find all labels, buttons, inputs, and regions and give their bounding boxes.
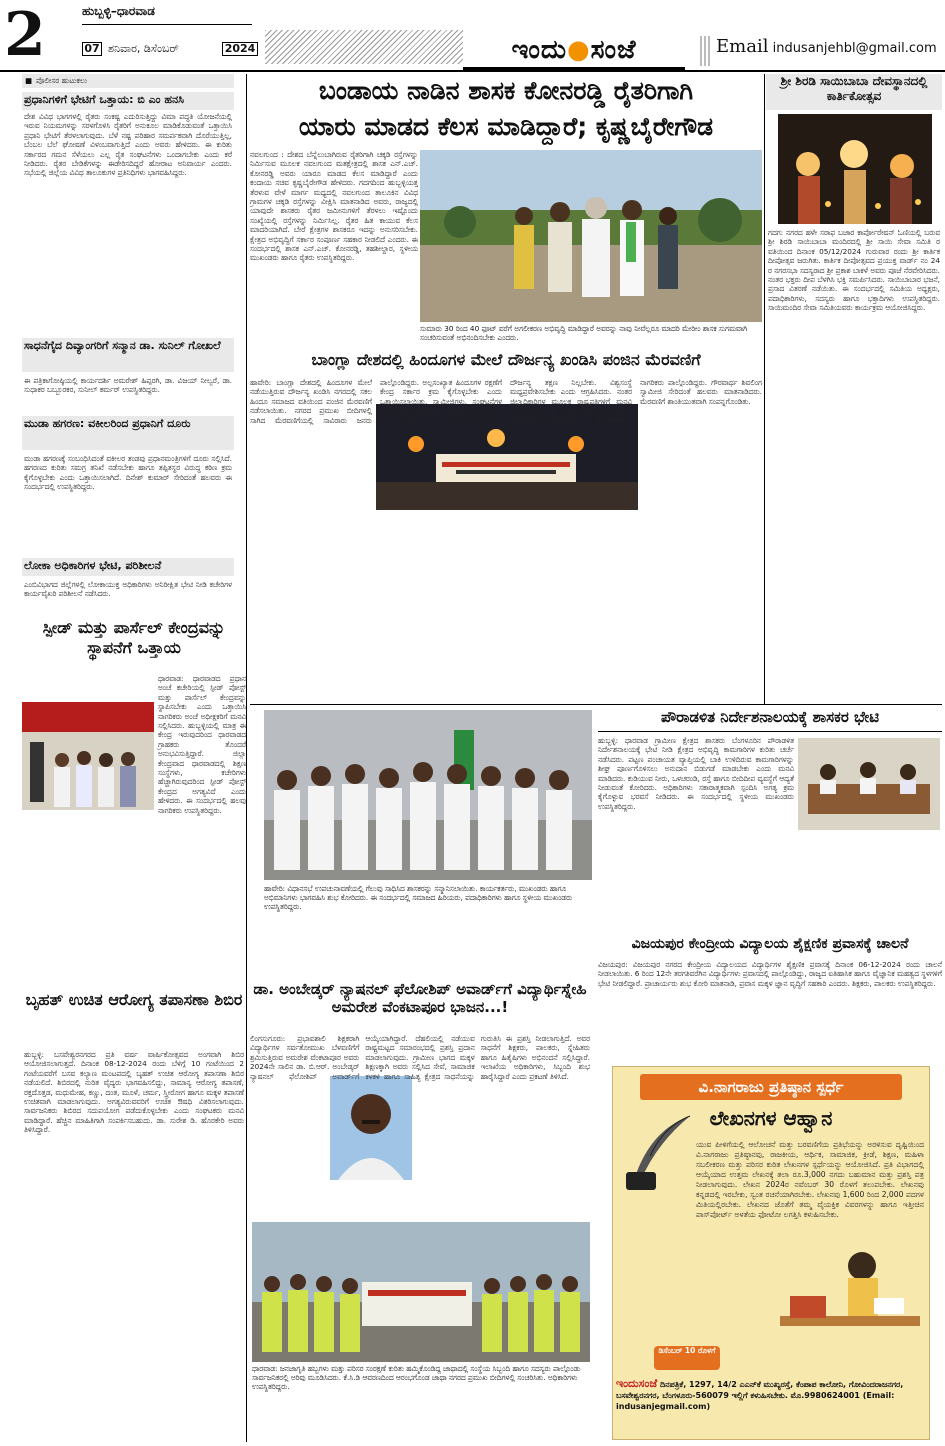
newspaper-logo (463, 30, 685, 70)
walkathon-photo (252, 1222, 590, 1362)
left-tag: ಪೊಲೀಸರ ಹುಟುಕಲು (36, 76, 88, 85)
email-address[interactable]: indusanjehbl@gmail.com (772, 41, 937, 56)
ad-body: ಯುವ ಪೀಳಿಗೆಯಲ್ಲಿ ಆಲೋಚನೆ ಮತ್ತು ಬರವಣಿಗೆಯ ಪ್ರತಿಭೆಯನ್ನು ಅರಳಿಸುವ ದೃಷ್ಟಿಯಿಂದ ವಿ.ನಾಗರಾಜು ಪ್ರತಿಷ್ಠಾನವು, ರಾಜಕೀಯ, ಆರ್ಥಿಕ, ಸಾಮಾಜಿಕ, ಕ್ರೀಡೆ, ಶಿಕ್ಷಣ, ಮಹಿಳಾ ಸಬಲೀಕರಣ ಮತ್ತು ಪರಿಸರ ಕುರಿತ ಲೇಖನಗಳ ಸ್ಪರ್ಧೆಯನ್ನು ಆಯೋಜಿಸಿದೆ. ಪ್ರತಿ ವಿಭಾಗದಲ್ಲಿ ಆಯ್ಕೆಯಾದ ಉತ್ತಮ ಲೇಖನಕ್ಕೆ ತಲಾ ರೂ.3,000 ನಗದು ಬಹುಮಾನ ಮತ್ತು ಪ್ರಶಸ್ತಿ ಪತ್ರ ನೀಡಲಾಗುವುದು. ಲೇಖನ 2024ರ ನವೆಂಬರ್ 30 ರೊಳಗೆ ತಲುಪಬೇಕು. ಲೇಖನವು ಕನ್ನಡದಲ್ಲಿ ಇರಬೇಕು, ಸ್ವಂತ ರಚನೆಯಾಗಿರಬೇಕು. ಲೇಖನವು 1,600 ರಿಂದ 2,000 ಪದಗಳ ಮಿತಿಯಲ್ಲಿರಬೇಕು. ಲೇಖನದ ಜೊತೆಗೆ ತಮ್ಮ ವೈಯಕ್ತಿಕ ವಿವರಗಳನ್ನು ಹಾಗೂ ಇತ್ತೀಚಿನ ಪಾಸ್‌ಪೋರ್ಟ್ ಅಳತೆಯ ಫೋಟೋ ಲಗತ್ತಿಸಿ ಕಳುಹಿಸಬೇಕು. (696, 1140, 924, 1219)
felicitation-caption: ಹಾವೇರಿ: ವಿಧಾನಸಭೆ ಉಪಚುನಾವಣೆಯಲ್ಲಿ ಗೆಲುವು ಸಾಧಿಸಿದ ಶಾಸಕರನ್ನು ಸನ್ಮಾನಿಸಲಾಯಿತು. ಕಾರ್ಯಕರ್ತರು, ಮುಖಂಡರು ಹಾಗೂ ಅಭಿಮಾನಿಗಳು ಭಾಗವಹಿಸಿ ಶುಭ ಕೋರಿದರು. ಈ ಸಂದರ್ಭದಲ್ಲಿ ಸಮಾಜದ ಹಿರಿಯರು, ಪದಾಧಿಕಾರಿಗಳು ಹಾಗೂ ಸ್ಥಳೀಯ ಮುಖಂಡರು ಉಪಸ್ಥಿತರಿದ್ದರು. (264, 884, 573, 912)
story-farmers-pm: ದೇಶ ವಿವಿಧ ಭಾಗಗಳಲ್ಲಿ ರೈತರು ಸಂಕಷ್ಟ ಎದುರಿಸುತ್ತಿದ್ದು ವಿಮಾ ಪದ್ಧತಿ ಯೋಜನೆಯಲ್ಲಿ ಇರುವ ನಿಯಮಗಳನ್ನು ಸರಳಗೊಳಿಸಿ ರೈತರಿಗೆ ಅನುಕೂಲ ಮಾಡಿಕೊಡುವಂತೆ ಒತ್ತಾಯಿಸಿ ಪ್ರಧಾನಿ ಭೇಟಿಗೆ ತೆರಳಲಾಗುವುದು. ಬೆಳೆ ನಷ್ಟ ಪರಿಹಾರ ಸಮರ್ಪಕವಾಗಿ ದೊರೆಯುತ್ತಿಲ್ಲ, ಬೆಂಬಲ ಬೆಲೆ ಘೋಷಣೆ ವಿಳಂಬವಾಗುತ್ತಿದೆ ಎಂದು ಅವರು ಹೇಳಿದರು. ಈ ಕುರಿತು ಸರ್ಕಾರದ ಗಮನ ಸೆಳೆಯಲು ಎಲ್ಲ ರೈತ ಸಂಘಟನೆಗಳು ಒಂದಾಗಬೇಕು ಎಂದು ಕರೆ ನೀಡಿದರು. ರೈತರ ಬೇಡಿಕೆಗಳನ್ನು ಈಡೇರಿಸದಿದ್ದರೆ ಹೋರಾಟ ಅನಿವಾರ್ಯ ಎಂದರು. ಸಭೆಯಲ್ಲಿ ಜಿಲ್ಲೆಯ ವಿವಿಧ ತಾಲೂಕುಗಳ ಪ್ರತಿನಿಧಿಗಳು ಭಾಗವಹಿಸಿದ್ದರು. (24, 112, 232, 178)
ad-deadline-badge: ಡಿಸೆಂಬರ್ 10 ರೊಳಗೆ (654, 1346, 720, 1370)
edition-city: ಹುಬ್ಬಳ್ಳಿ–ಧಾರವಾಡ (82, 4, 155, 18)
story-health-camp: ಹುಬ್ಬಳ್ಳಿ: ಬಸವೇಶ್ವರನಗರದ ಪ್ರತಿ ವರ್ಷ ವಾರ್ಷಿಕೋತ್ಸವದ ಅಂಗವಾಗಿ ಶಿಬಿರ ಆಯೋಜಿಸಲಾಗುತ್ತದೆ. ದಿನಾಂಕ 08-12-2024 ರಂದು ಬೆಳಿಗ್ಗೆ 10 ಗಂಟೆಯಿಂದ 2 ಗಂಟೆಯವರೆಗೆ ಬಸವ ಕಲ್ಯಾಣ ಮಂಟಪದಲ್ಲಿ ಬೃಹತ್ ಉಚಿತ ಆರೋಗ್ಯ ತಪಾಸಣಾ ಶಿಬಿರ ನಡೆಯಲಿದೆ. ಶಿಬಿರದಲ್ಲಿ ನುರಿತ ವೈದ್ಯರು ಭಾಗವಹಿಸಲಿದ್ದು, ಸಾಮಾನ್ಯ ಆರೋಗ್ಯ ತಪಾಸಣೆ, ರಕ್ತದೊತ್ತಡ, ಮಧುಮೇಹ, ಕಣ್ಣು, ದಂತ, ಮೂಳೆ, ಚರ್ಮ, ಸ್ತ್ರೀರೋಗ ಹಾಗೂ ಮಕ್ಕಳ ತಪಾಸಣೆ ಉಚಿತವಾಗಿ ಮಾಡಲಾಗುವುದು. ಅಗತ್ಯವಿರುವವರಿಗೆ ಉಚಿತ ಔಷಧಿ ವಿತರಿಸಲಾಗುವುದು. ಸಾರ್ವಜನಿಕರು ಶಿಬಿರದ ಸದುಪಯೋಗ ಪಡೆದುಕೊಳ್ಳಬೇಕು ಎಂದು ಸಂಘಟಕರು ಮನವಿ ಮಾಡಿದ್ದಾರೆ. ಹೆಚ್ಚಿನ ಮಾಹಿತಿಗಾಗಿ ಸಂಪರ್ಕಿಸಬಹುದು. ಡಾ. ಸುರೇಶ ಡಿ. ಹೊರಕೇರಿ ಅವರು ತಿಳಿಸಿದ್ದಾರೆ. (24, 1050, 244, 1135)
ad-footer (616, 1378, 926, 1438)
story-bangladesh: ಹಾವೇರಿ: ಬಾಂಗ್ಲಾ ದೇಶದಲ್ಲಿ ಹಿಂದೂಗಳ ಮೇಲೆ ನಡೆಯುತ್ತಿರುವ ದೌರ್ಜನ್ಯ ಖಂಡಿಸಿ ನಗರದಲ್ಲಿ ಸಕಲ ಹಿಂದೂ ಸಮಾಜದ ವತಿಯಿಂದ ಪಂಜಿನ ಮೆರವಣಿಗೆ ನಡೆಸಲಾಯಿತು. ನಗರದ ಪ್ರಮುಖ ಬೀದಿಗಳಲ್ಲಿ ಸಾಗಿದ ಮೆರವಣಿಗೆಯಲ್ಲಿ ಸಾವಿರಾರು ಜನರು ಪಾಲ್ಗೊಂಡಿದ್ದರು. ಅಲ್ಪಸಂಖ್ಯಾತ ಹಿಂದೂಗಳ ರಕ್ಷಣೆಗೆ ಕೇಂದ್ರ ಸರ್ಕಾರ ಕ್ರಮ ಕೈಗೊಳ್ಳಬೇಕು ಎಂದು ಒತ್ತಾಯಿಸಲಾಯಿತು. ಸ್ವಾಮೀಜಿಗಳು, ಸಂಘಟನೆಗಳ ಮುಖಂಡರು ಮಾತನಾಡಿ, ದೇವಸ್ಥಾನಗಳ ಮೇಲಿನ ದಾಳಿ, ಮನೆಗಳ ಲೂಟಿ, ಮಹಿಳೆಯರ ಮೇಲಿನ ದೌರ್ಜನ್ಯ ತಕ್ಷಣ ನಿಲ್ಲಬೇಕು. ವಿಶ್ವಸಂಸ್ಥೆ ಮಧ್ಯಪ್ರವೇಶಿಸಬೇಕು ಎಂದು ಆಗ್ರಹಿಸಿದರು. ನಂತರ ಜಿಲ್ಲಾಧಿಕಾರಿಗಳ ಮೂಲಕ ರಾಷ್ಟ್ರಪತಿಗಳಿಗೆ ಮನವಿ ಸಲ್ಲಿಸಲಾಯಿತು. ಈ ಸಂದರ್ಭದಲ್ಲಿ ವಿವಿಧ ಹಿಂದೂ ಸಂಘಟನೆಗಳ ಪದಾಧಿಕಾರಿಗಳು, ಕಾರ್ಯಕರ್ತರು, ನಾಗರಿಕರು ಪಾಲ್ಗೊಂಡಿದ್ದರು. ಗೌರವಾರ್ಥ ಶಿವಲಿಂಗ ಸ್ವಾಮೀಜಿ ಸೇರಿದಂತೆ ಹಲವರು ಮಾತನಾಡಿದರು. ಮೆರವಣಿಗೆ ಶಾಂತಿಯುತವಾಗಿ ಸಂಪನ್ನಗೊಂಡಿತು. (250, 378, 762, 425)
walkathon-caption: ಧಾರವಾಡ: ಜನಜಾಗೃತಿ ಹಬ್ಬಗಳು ಮತ್ತು ಪರಿಸರ ಸಂರಕ್ಷಣೆ ಕುರಿತು ಹಮ್ಮಿಕೊಂಡಿದ್ದ ಜಾಥಾದಲ್ಲಿ ಸಂಸ್ಥೆಯ ಸಿಬ್ಬಂದಿ ಹಾಗೂ ಸದಸ್ಯರು ಪಾಲ್ಗೊಂಡು ಸಾರ್ವಜನಿಕರಲ್ಲಿ ಅರಿವು ಮೂಡಿಸಿದರು. ಕೆ.ಸಿ.ಡಿ ಆವರಣದಿಂದ ಆರಂಭಗೊಂಡ ಜಾಥಾ ನಗರದ ಪ್ರಮುಖ ಬೀದಿಗಳಲ್ಲಿ ಸಂಚರಿಸಿತು. ಅಧಿಕಾರಿಗಳು ಉಪಸ್ಥಿತರಿದ್ದರು. (252, 1364, 581, 1392)
story-disabled-felicitation: ಈ ಪತ್ರಿಕಾಗೋಷ್ಠಿಯಲ್ಲಿ ಕಾರ್ಯದರ್ಶಿ ಅಮರೇಶ್ ಹಿಪ್ಪರಗಿ, ಡಾ. ವಿಜಯ್ ನೀಲ್ವರೆ, ಡಾ. ಸುಧಾಕರ ಬಬ್ಬೂರಕರ, ಸುನೀಲ್ ಕರ್ಮರ್ ಉಪಸ್ಥಿತರಿದ್ದರು. (24, 376, 232, 395)
quill-icon (620, 1110, 700, 1194)
story-lokayukta: ಎಂಬಿವಿಭಾಗದ ಜಿಲ್ಲೆಗಳಲ್ಲಿ ಲೋಕಾಯುಕ್ತ ಅಧಿಕಾರಿಗಳು ಅನಿರೀಕ್ಷಿತ ಭೇಟಿ ನೀಡಿ ಕಚೇರಿಗಳ ಕಾರ್ಯವೈಖರಿ ಪರಿಶೀಲನೆ ನಡೆಸಿದರು. (24, 580, 232, 599)
lead-headline-line1: ಬಂಡಾಯ ನಾಡಿನ ಶಾಸಕ ಕೋನರಡ್ಡಿ ರೈತರಿಗಾಗಿ (318, 76, 694, 105)
masthead-bottom-rule (0, 70, 945, 72)
column-rule-left (246, 74, 247, 1442)
ad-footer-contact: ಕಳುಹಿಸಬೇಕು. ಮೊ.9980624001 (Email: indusanjegmail.com) (616, 1391, 895, 1411)
bullet-icon: ■ (25, 76, 33, 85)
lead-photo (420, 150, 762, 322)
headline-sai-temple: ಶ್ರೀ ಶಿರಡಿ ಸಾಯಿಬಾಬಾ ದೇವಸ್ಥಾನದಲ್ಲಿ ಕಾರ್ತಿಕೋತ್ಸವ (766, 74, 942, 110)
ad-main-title: ಲೇಖನಗಳ ಆಹ್ವಾನ (709, 1106, 833, 1130)
masthead-hatch (265, 30, 463, 64)
horizontal-rule-mid (250, 704, 942, 705)
story-muda-scam: ಮುಡಾ ಹಗರಣಕ್ಕೆ ಸಂಬಂಧಿಸಿದಂತೆ ವಕೀಲರ ತಂಡವು ಪ್ರಧಾನಮಂತ್ರಿಗಳಿಗೆ ದೂರು ಸಲ್ಲಿಸಿದೆ. ಹಗರಣದ ಕುರಿತು ಸಮಗ್ರ ತನಿಖೆ ನಡೆಸಬೇಕು ಹಾಗೂ ತಪ್ಪಿತಸ್ಥರ ವಿರುದ್ಧ ಕಠಿಣ ಕ್ರಮ ಕೈಗೊಳ್ಳಬೇಕು ಎಂದು ಒತ್ತಾಯಿಸಲಾಗಿದೆ. ದಿನೇಶ್ ಕುಮಾರ್ ಸೇರಿದಂತೆ ಹಲವರು ಈ ಸಂದರ್ಭದಲ್ಲಿ ಉಪಸ್ಥಿತರಿದ್ದರು. (24, 454, 232, 492)
headline-speed-post: ಸ್ಪೀಡ್ ಮತ್ತು ಪಾರ್ಸೆಲ್ ಕೇಂದ್ರವನ್ನು ಸ್ಥಾಪನೆಗೆ ಒತ್ತಾಯ (42, 618, 226, 657)
writing-girl-illustration (770, 1236, 926, 1348)
logo-left: ಇಂದು (511, 35, 567, 65)
ad-footer-address: ದಿನಪತ್ರಿಕೆ, 1297, 14/2 ಎಎನ್‌ಕೆ ಮುಖ್ಯರಸ್ತೆ, ಕೆಂಪಾಪ ಕಾಲೋನಿ, ಗೋವಿಂದರಾಜನಗರ, ಬಸವೇಶ್ವರನಗರ, ಬೆಂಗಳೂರು-560079 ಇಲ್ಲಿಗೆ (616, 1380, 904, 1400)
issue-date: ಶನಿವಾರ, ಡಿಸೆಂಬರ್ (108, 42, 179, 55)
lead-story-body: ನವಲಗುಂದ : ದೇಶದ ಬೆನ್ನೆಲುಬಾಗಿರುವ ರೈತರಿಗಾಗಿ ಚಕ್ಕಡಿ ರಸ್ತೆಗಳನ್ನು ನಿರ್ಮಿಸುವ ಮೂಲಕ ನವಲಗುಂದ ಮತಕ್ಷೇತ್ರದಲ್ಲಿ ಶಾಸಕ ಎನ್.ಎಚ್. ಕೋನರಡ್ಡಿ ಅವರು ಯಾರೂ ಮಾಡದ ಕೆಲಸ ಮಾಡಿದ್ದಾರೆ ಎಂದು ಕಂದಾಯ ಸಚಿವ ಕೃಷ್ಣಬೈರೇಗೌಡ ಹೇಳಿದರು. ಗದಗದಿಂದ ಹುಬ್ಬಳ್ಳಿಯತ್ತ ತೆರಳುವ ವೇಳೆ ಮಾರ್ಗ ಮಧ್ಯದಲ್ಲಿ ನವಲಗುಂದ ತಾಲೂಕಿನ ವಿವಿಧ ಗ್ರಾಮಗಳ ಚಕ್ಕಡಿ ರಸ್ತೆಗಳನ್ನು ವೀಕ್ಷಿಸಿ ಮಾತನಾಡಿದ ಅವರು, ರಾಜ್ಯದಲ್ಲಿ ಯಾವುದೇ ಶಾಸಕರು ರೈತರ ಜಮೀನುಗಳಿಗೆ ತೆರಳಲು ಇಷ್ಟೊಂದು ಸಂಖ್ಯೆಯಲ್ಲಿ ರಸ್ತೆಗಳನ್ನು ನಿರ್ಮಿಸಿಲ್ಲ. ರೈತರ ಹಿತ ಕಾಯುವ ಕೆಲಸ ಮಾದರಿಯಾಗಿದೆ. ಬೇರೆ ಕ್ಷೇತ್ರಗಳ ಶಾಸಕರೂ ಇದನ್ನು ಅನುಸರಿಸಬೇಕು. ಕ್ಷೇತ್ರದ ಅಭಿವೃದ್ಧಿಗೆ ಸರ್ಕಾರ ಸಂಪೂರ್ಣ ಸಹಕಾರ ನೀಡಲಿದೆ ಎಂದರು. ಈ ಸಂದರ್ಭದಲ್ಲಿ ಶಾಸಕ ಎನ್.ಎಚ್. ಕೋನರಡ್ಡಿ, ತಹಶೀಲ್ದಾರ, ಸ್ಥಳೀಯ ಮುಖಂಡರು ಹಾಗೂ ರೈತರು ಉಪಸ್ಥಿತರಿದ್ದರು. (250, 150, 418, 263)
contact-email (700, 36, 945, 66)
email-label: Email (716, 36, 769, 57)
story-municipal-visit: ಹುಬ್ಬಳ್ಳಿ: ಧಾರವಾಡ ಗ್ರಾಮೀಣ ಕ್ಷೇತ್ರದ ಶಾಸಕರು ಬೆಂಗಳೂರಿನ ಪೌರಾಡಳಿತ ನಿರ್ದೇಶನಾಲಯಕ್ಕೆ ಭೇಟಿ ನೀಡಿ ಕ್ಷೇತ್ರದ ಅಭಿವೃದ್ಧಿ ಕಾಮಗಾರಿಗಳ ಕುರಿತು ಚರ್ಚೆ ನಡೆಸಿದರು. ಪಟ್ಟಣ ಪಂಚಾಯತ ವ್ಯಾಪ್ತಿಯಲ್ಲಿ ಬಾಕಿ ಉಳಿದಿರುವ ಕಾಮಗಾರಿಗಳನ್ನು ಶೀಘ್ರ ಪೂರ್ಣಗೊಳಿಸಲು ಅನುದಾನ ಬಿಡುಗಡೆ ಮಾಡಬೇಕು ಎಂದು ಮನವಿ ಮಾಡಿದರು. ಕುಡಿಯುವ ನೀರು, ಒಳಚರಂಡಿ, ರಸ್ತೆ ಹಾಗೂ ಬೀದಿದೀಪ ವ್ಯವಸ್ಥೆಗೆ ಆದ್ಯತೆ ನೀಡುವಂತೆ ಕೋರಿದರು. ಅಧಿಕಾರಿಗಳು ಸಕಾರಾತ್ಮಕವಾಗಿ ಸ್ಪಂದಿಸಿ ಅಗತ್ಯ ಕ್ರಮ ಕೈಗೊಳ್ಳುವ ಭರವಸೆ ನೀಡಿದರು. ಈ ಸಂದರ್ಭದಲ್ಲಿ ಸ್ಥಳೀಯ ಮುಖಂಡರು ಉಪಸ್ಥಿತರಿದ್ದರು. (598, 736, 794, 811)
headline-health-camp: ಬೃಹತ್ ಉಚಿತ ಆರೋಗ್ಯ ತಪಾಸಣಾ ಶಿಬಿರ (25, 990, 243, 1009)
page-number: 2 (4, 0, 46, 70)
issue-number: 07 (82, 42, 102, 56)
left-tag-band (22, 74, 234, 88)
headline-kv-tour: ವಿಜಯಪುರ ಕೇಂದ್ರೀಯ ವಿದ್ಯಾಲಯ ಶೈಕ್ಷಣಿಕ ಪ್ರವಾಸಕ್ಕೆ ಚಾಲನೆ (631, 936, 909, 952)
felicitation-photo (264, 710, 592, 880)
column-rule-right (764, 74, 765, 704)
story-speed-post: ಧಾರವಾಡ: ಧಾರವಾಡದ ಪ್ರಧಾನ ಅಂಚೆ ಕಚೇರಿಯಲ್ಲಿ ಸ್ಪೀಡ್ ಪೋಸ್ಟ್ ಮತ್ತು ಪಾರ್ಸೆಲ್ ಕೇಂದ್ರವನ್ನು ಸ್ಥಾಪಿಸಬೇಕು ಎಂದು ಒತ್ತಾಯಿಸಿ ನಾಗರಿಕರು ಅಂಚೆ ಅಧೀಕ್ಷಕರಿಗೆ ಮನವಿ ಸಲ್ಲಿಸಿದರು. ಹುಬ್ಬಳ್ಳಿಯಲ್ಲಿ ಮಾತ್ರ ಈ ಕೇಂದ್ರ ಇರುವುದರಿಂದ ಧಾರವಾಡದ ಗ್ರಾಹಕರು ತೊಂದರೆ ಅನುಭವಿಸುತ್ತಿದ್ದಾರೆ. ಜಿಲ್ಲಾ ಕೇಂದ್ರವಾದ ಧಾರವಾಡದಲ್ಲಿ ಶಿಕ್ಷಣ ಸಂಸ್ಥೆಗಳು, ಕಚೇರಿಗಳು ಹೆಚ್ಚಾಗಿರುವುದರಿಂದ ಸ್ಪೀಡ್ ಪೋಸ್ಟ್ ಕೇಂದ್ರದ ಅಗತ್ಯವಿದೆ ಎಂದು ಹೇಳಿದರು. ಈ ಸಂದರ್ಭದಲ್ಲಿ ಹಲವು ನಾಗರಿಕರು ಉಪಸ್ಥಿತರಿದ್ದರು. (158, 674, 246, 815)
municipal-meeting-photo (798, 738, 940, 830)
logo-sun-icon: ● (566, 35, 591, 65)
headline-bangladesh: ಬಾಂಗ್ಲಾ ದೇಶದಲ್ಲಿ ಹಿಂದೂಗಳ ಮೇಲೆ ದೌರ್ಜನ್ಯ ಖಂಡಿಸಿ ಪಂಜಿನ ಮೆರವಣಿಗೆ (311, 350, 701, 369)
headline-lokayukta: ಲೋಕಾ ಅಧಿಕಾರಿಗಳ ಭೇಟಿ, ಪರಿಶೀಲನೆ (22, 558, 234, 576)
logo-right: ಸಂಜೆ (590, 35, 637, 65)
story-ambedkar-award: ಲಿಂಗಸುಗೂರು: ಪ್ರಭಾವಶಾಲಿ ಶಿಕ್ಷಕರಾಗಿ ವಿದ್ಯಾರ್ಥಿಗಳ ಸರ್ವತೋಮುಖ ಬೆಳವಣಿಗೆಗೆ ಶ್ರಮಿಸುತ್ತಿರುವ ಅಮರೇಶ ವೆಂಕಟಾಪೂರ ಅವರು 2024ನೇ ಸಾಲಿನ ಡಾ. ಬಿ.ಆರ್. ಅಂಬೇಡ್ಕರ್ ನ್ಯಾಷನಲ್ ಫೆಲೋಶಿಪ್ ಅವಾರ್ಡ್‌ಗೆ ಆಯ್ಕೆಯಾಗಿದ್ದಾರೆ. ದೆಹಲಿಯಲ್ಲಿ ನಡೆಯುವ ರಾಷ್ಟ್ರಮಟ್ಟದ ಸಮಾರಂಭದಲ್ಲಿ ಪ್ರಶಸ್ತಿ ಪ್ರದಾನ ಮಾಡಲಾಗುವುದು. ಗ್ರಾಮೀಣ ಭಾಗದ ಮಕ್ಕಳ ಶಿಕ್ಷಣಕ್ಕಾಗಿ ಅವರು ಸಲ್ಲಿಸಿದ ಸೇವೆ, ಸಾಮಾಜಿಕ ಕಳಕಳಿ ಹಾಗೂ ಸಾಹಿತ್ಯ ಕ್ಷೇತ್ರದ ಸಾಧನೆಯನ್ನು ಗುರುತಿಸಿ ಈ ಪ್ರಶಸ್ತಿ ನೀಡಲಾಗುತ್ತಿದೆ. ಅವರ ಸಾಧನೆಗೆ ಶಿಕ್ಷಕರು, ಪಾಲಕರು, ಸ್ನೇಹಿತರು ಹಾಗೂ ಹಿತೈಷಿಗಳು ಅಭಿನಂದನೆ ಸಲ್ಲಿಸಿದ್ದಾರೆ. ಇಲಾಖೆಯ ಅಧಿಕಾರಿಗಳು, ಸಿಬ್ಬಂದಿ ಶುಭ ಹಾರೈಸಿದ್ದಾರೆ ಎಂದು ಪ್ರಕಟಣೆ ತಿಳಿಸಿದೆ. (250, 1034, 590, 1081)
headline-muda-scam: ಮುಡಾ ಹಗರಣ: ವಕೀಲರಿಂದ ಪ್ರಧಾನಿಗೆ ದೂರು (22, 416, 234, 450)
story-sai-temple: ಗದಗ: ನಗರದ ಹಳೇ ಸರಾಫ ಬಜಾರ ಕಾರ್ಪೋರೇಷನ್ ಓಣಿಯಲ್ಲಿ ಬರುವ ಶ್ರೀ ಶಿರಡಿ ಸಾಯಿಬಾಬಾ ಮಂದಿರದಲ್ಲಿ ಶ್ರೀ ಸಾಯಿ ಸೇವಾ ಸಮಿತಿ ರ ವತಿಯಿಂದ ದಿನಾಂಕ 05/12/2024 ಗುರುವಾರ ರಂದು ಶ್ರೀ ಕಾರ್ತಿಕ ದೀಪೋತ್ಸವ ಜರುಗಿತು. ಕಾರ್ತಿಕ ದೀಪೋತ್ಸವದ ಪ್ರಯುಕ್ತ ವಾರ್ಡ್ ನಂ 24 ರ ನಗರಸಭಾ ಸದಸ್ಯರಾದ ಶ್ರೀ ಪ್ರಕಾಶ ಬಾಕಳೆ ಅವರು ಪೂಜೆ ನೆರವೇರಿಸಿದರು. ನಂತರ ಭಕ್ತರು ದೀಪ ಬೆಳಗಿಸಿ ಭಕ್ತಿ ಸಮರ್ಪಿಸಿದರು. ಸಾಯಿಬಾಬಾರ ಭಜನೆ, ಪ್ರಸಾದ ವಿತರಣೆ ನಡೆಯಿತು. ಈ ಸಂದರ್ಭದಲ್ಲಿ ಸಮಿತಿಯ ಅಧ್ಯಕ್ಷರು, ಪದಾಧಿಕಾರಿಗಳು, ಸದಸ್ಯರು ಹಾಗೂ ಭಕ್ತಾದಿಗಳು ಉಪಸ್ಥಿತರಿದ್ದರು. ಸಾಯಿಮಂದಿರ ಸೇವಾ ಸಮಿತಿಯವರು ಕಾರ್ಯಕ್ರಮ ಆಯೋಜಿಸಿದ್ದರು. (768, 228, 940, 313)
headline-ambedkar-award: ಡಾ. ಅಂಬೇಡ್ಕರ್ ನ್ಯಾಷನಲ್ ಫೆಲೋಶಿಪ್ ಅವಾರ್ಡ್‌ಗೆ ವಿದ್ಯಾರ್ಥಿಸ್ನೇಹಿ ಅಮರೇಶ ವೆಂಕಟಾಪೂರ ಭಾಜನ...! (253, 980, 587, 1017)
headline-municipal-visit: ಪೌರಾಡಳಿತ ನಿರ್ದೇಶನಾಲಯಕ್ಕೆ ಶಾಸಕರ ಭೇಟಿ (598, 708, 942, 732)
sai-temple-photo (778, 114, 932, 224)
ad-band-title: ವಿ.ನಾಗರಾಜು ಪ್ರತಿಷ್ಠಾನ ಸ್ಪರ್ಧೆ (640, 1074, 902, 1100)
ad-footer-name: ಇಂದುಸಂಜೆ (616, 1377, 658, 1390)
headline-farmers-pm: ಪ್ರಧಾನಿಗಳಿಗೆ ಭೇಟಿಗೆ ಒತ್ತಾಯ: ಬಿ ಎಂ ಹನಸಿ (22, 92, 234, 110)
headline-disabled-felicitation: ಸಾಧನೆಗೈದ ದಿವ್ಯಾಂಗರಿಗೆ ಸನ್ಮಾನ ಡಾ. ಸುನಿಲ್ ಗೋಖಲೆ (22, 338, 234, 372)
lead-photo-caption: ಸುಮಾರು 30 ರಿಂದ 40 ಫೂಟ್ ವರೆಗೆ ಅಗಲೀಕರಣ ಅಭಿವೃದ್ಧಿ ಮಾಡಿದ್ದಾರೆ ಅವರನ್ನು ನಾವು ನೀವೆಲ್ಲರೂ ಮಾದರಿ ಮೇರೀಂ ಶಾಸಕ ಸುಗಮವಾಗಿ ಸಂಚರಿಸುವಂತೆ ಅಭಿನಂದಿಸಬೇಕು ಎಂದರು. (420, 324, 748, 343)
lead-headline-line2: ಯಾರು ಮಾಡದ ಕೆಲಸ ಮಾಡಿದ್ದಾರೆ; ಕೃಷ್ಣಬೈರೇಗೌಡ (298, 112, 714, 141)
masthead-divider (82, 24, 252, 25)
story-kv-tour: ವಿಜಯಪುರ: ವಿಜಯಪುರ ನಗರದ ಕೇಂದ್ರೀಯ ವಿದ್ಯಾಲಯದ ವಿದ್ಯಾರ್ಥಿಗಳ ಶೈಕ್ಷಣಿಕ ಪ್ರವಾಸಕ್ಕೆ ದಿನಾಂಕ 06-12-2024 ರಂದು ಚಾಲನೆ ನೀಡಲಾಯಿತು. 6 ರಿಂದ 12ನೇ ತರಗತಿವರೆಗಿನ ವಿದ್ಯಾರ್ಥಿಗಳು ಪ್ರವಾಸದಲ್ಲಿ ಪಾಲ್ಗೊಂಡಿದ್ದು, ರಾಜ್ಯದ ಐತಿಹಾಸಿಕ ಹಾಗೂ ವೈಜ್ಞಾನಿಕ ಮಹತ್ವದ ಸ್ಥಳಗಳಿಗೆ ಭೇಟಿ ನೀಡಲಿದ್ದಾರೆ. ಪ್ರಾಚಾರ್ಯರು ಶುಭ ಕೋರಿ ಮಾತನಾಡಿ, ಪ್ರವಾಸ ಮಕ್ಕಳ ಜ್ಞಾನ ವೃದ್ಧಿಗೆ ಸಹಕಾರಿ ಎಂದರು. ಶಿಕ್ಷಕರು, ಪಾಲಕರು ಉಪಸ್ಥಿತರಿದ್ದರು. (598, 960, 942, 988)
issue-year: 2024 (222, 42, 258, 56)
